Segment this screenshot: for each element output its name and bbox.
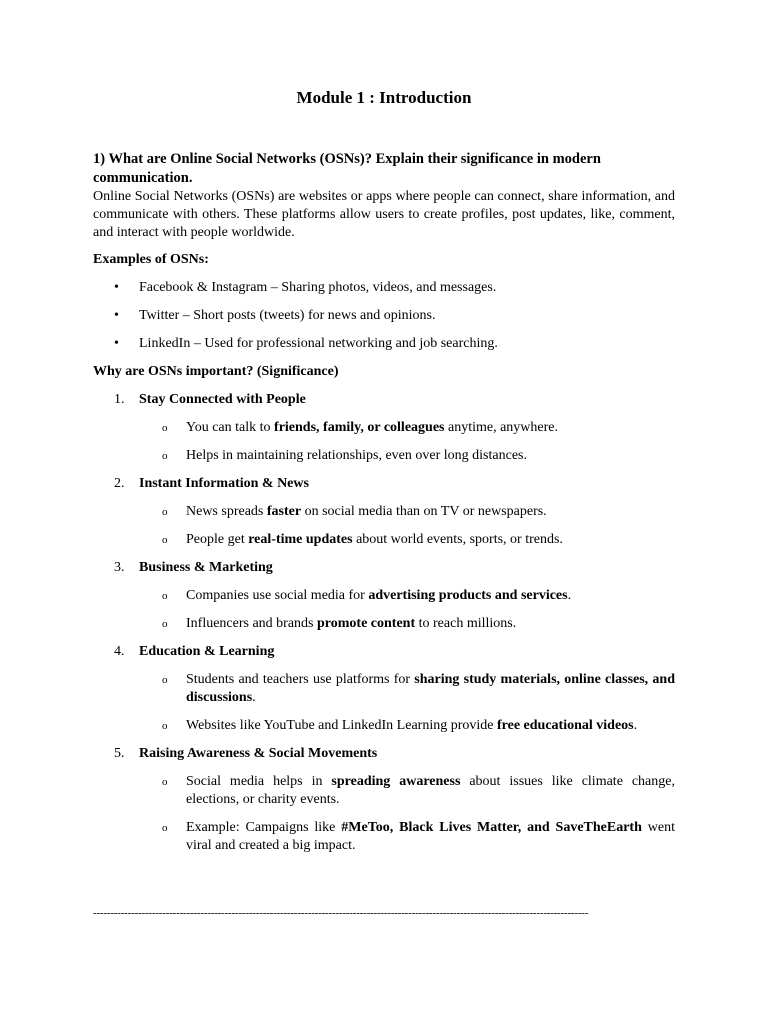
sub-point: [93, 773, 675, 809]
point-heading-text: Education & Learning: [139, 644, 275, 659]
example-text: LinkedIn – Used for professional networking and job searching.: [139, 336, 498, 351]
point-number: 5.: [114, 746, 125, 761]
point-heading: [93, 559, 675, 577]
example-item: [93, 279, 675, 297]
sub-point-text: anytime, anywhere.: [444, 420, 558, 435]
sub-point-list: [93, 587, 675, 633]
significance-list: [93, 391, 675, 855]
sub-point-text: to reach millions.: [415, 616, 517, 631]
point-number: 2.: [114, 476, 125, 491]
sub-point-text: Helps in maintaining relationships, even over long distances.: [186, 448, 527, 463]
example-item: [93, 335, 675, 353]
circle-bullet-icon: o: [162, 534, 168, 546]
circle-bullet-icon: o: [162, 590, 168, 602]
sub-point-list: [93, 503, 675, 549]
example-text: Facebook & Instagram – Sharing photos, videos, and messages.: [139, 280, 497, 295]
sub-point-list: [93, 419, 675, 465]
examples-heading: Examples of OSNs:: [93, 252, 209, 267]
sub-point-text: Companies use social media for: [186, 588, 369, 603]
sub-point: [93, 531, 675, 549]
separator-line: -----------------------------------------------------------------------------------------------------------------------------------------------: [93, 907, 589, 919]
point-number: 4.: [114, 644, 125, 659]
sub-point: [93, 615, 675, 633]
point-heading: [93, 391, 675, 409]
document-body: [93, 150, 675, 865]
circle-bullet-icon: o: [162, 618, 168, 630]
bold-text: free educational videos: [496, 718, 634, 733]
sub-point-list: [93, 671, 675, 735]
circle-bullet-icon: o: [162, 822, 168, 834]
point-heading: [93, 745, 675, 763]
point-number: 3.: [114, 560, 125, 575]
sub-point: [93, 671, 675, 707]
point-number: 1.: [114, 392, 125, 407]
example-text: Twitter – Short posts (tweets) for news and opinions.: [139, 308, 436, 323]
sub-point: [93, 447, 675, 465]
point-heading: [93, 475, 675, 493]
circle-bullet-icon: o: [162, 450, 168, 462]
circle-bullet-icon: o: [162, 506, 168, 518]
bold-text: advertising products and services: [368, 588, 568, 603]
significance-point: [93, 559, 675, 633]
bullet-icon: •: [114, 336, 119, 351]
bold-text: faster: [266, 504, 302, 519]
point-heading-text: Instant Information & News: [139, 476, 309, 491]
sub-point: [93, 717, 675, 735]
significance-heading: Why are OSNs important? (Significance): [93, 364, 339, 379]
circle-bullet-icon: o: [162, 422, 168, 434]
point-heading-text: Stay Connected with People: [139, 392, 306, 407]
sub-point: [93, 503, 675, 521]
sub-point-text: about issues like climate change, elections, or charity events.: [186, 774, 675, 807]
sub-point-text: .: [567, 588, 572, 603]
bullet-icon: •: [114, 308, 119, 323]
sub-point-text: Influencers and brands: [186, 616, 318, 631]
bullet-icon: •: [114, 280, 119, 295]
page-title: Module 1 : Introduction: [296, 88, 472, 107]
circle-bullet-icon: o: [162, 674, 168, 686]
example-item: [93, 307, 675, 325]
significance-point: [93, 391, 675, 465]
sub-point-text: News spreads: [186, 504, 267, 519]
sub-point-text: Social media helps in: [186, 774, 332, 789]
sub-point-text: You can talk to: [186, 420, 275, 435]
sub-point-text: Websites like YouTube and LinkedIn Learning provide: [186, 718, 497, 733]
sub-point-text: about world events, sports, or trends.: [352, 532, 563, 547]
sub-point: [93, 819, 675, 855]
examples-list: [93, 279, 675, 353]
significance-point: [93, 475, 675, 549]
significance-point: [93, 643, 675, 735]
point-heading-text: Business & Marketing: [139, 560, 273, 575]
bold-text: spreading awareness: [331, 774, 461, 789]
sub-point-text: .: [252, 690, 256, 705]
bold-text: #MeToo, Black Lives Matter, and SaveTheEarth: [341, 820, 642, 835]
bold-text: friends, family, or colleagues: [274, 420, 445, 435]
sub-point-list: [93, 773, 675, 855]
bold-text: sharing study materials, online classes, and discussions: [186, 672, 675, 705]
sub-point-text: Example: Campaigns like: [186, 820, 342, 835]
circle-bullet-icon: o: [162, 720, 168, 732]
sub-point-text: .: [633, 718, 638, 733]
intro-paragraph: Online Social Networks (OSNs) are websites or apps where people can connect, share information, and communicate with others. These platforms allow users to create profiles, post updates, like, comment, and interact with people worldwide.: [93, 189, 675, 240]
sub-point-text: on social media than on TV or newspapers.: [301, 504, 547, 519]
point-heading: [93, 643, 675, 661]
sub-point-text: went viral and created a big impact.: [186, 820, 675, 853]
sub-point: [93, 587, 675, 605]
point-heading-text: Raising Awareness & Social Movements: [139, 746, 378, 761]
sub-point-text: People get: [186, 532, 249, 547]
circle-bullet-icon: o: [162, 776, 168, 788]
question-heading: 1) What are Online Social Networks (OSNs)? Explain their significance in modern communication.: [93, 151, 601, 186]
bold-text: real-time updates: [248, 532, 353, 547]
sub-point-text: Students and teachers use platforms for: [186, 672, 415, 687]
bold-text: promote content: [317, 616, 416, 631]
sub-point: [93, 419, 675, 437]
significance-point: [93, 745, 675, 855]
